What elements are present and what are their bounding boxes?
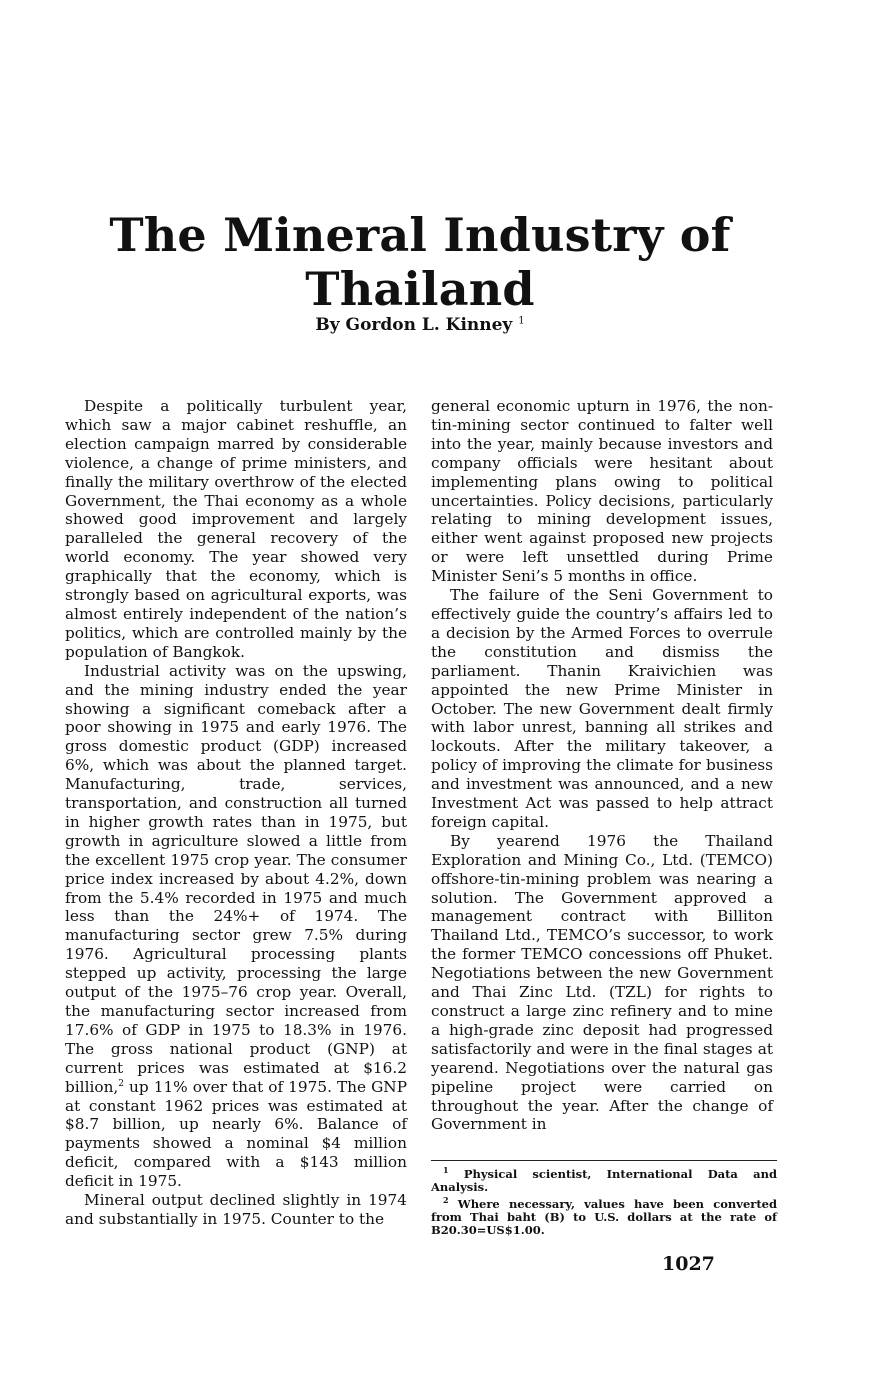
footnotes: [431, 1160, 777, 1237]
paragraph: Despite a politically turbulent year, which saw a major cabinet reshuffle, an election campaign marred by considerable violence, a change of prime ministers, and finally the military overthrow of the elected Government, the Thai economy as a whole showed good improvement and largely paralleled the general recovery of the world economy. The year showed very graphically that the economy, which is strongly based on agricultural exports, was almost entirely independent of the nation’s politics, which are controlled mainly by the population of Bangkok.: [65, 397, 407, 661]
left-column: [65, 397, 407, 1229]
footnote: [431, 1194, 777, 1237]
paragraph: Mineral output declined slightly in 1974 and substantially in 1975. Counter to the: [65, 1191, 407, 1228]
byline: [0, 315, 840, 335]
right-column: [431, 397, 773, 1134]
page-number: 1027: [662, 1253, 715, 1275]
footnote-mark: 2: [118, 1078, 125, 1089]
paragraph-text-continued: up 11% over that of 1975. The GNP at constant 1962 prices was estimated at $8.7 billion, up nearly 6%. Balance of payments showed a nominal $4 million deficit, compared with a $143 million deficit in 1975.: [65, 1077, 407, 1191]
paragraph: [65, 662, 407, 1191]
paragraph: The failure of the Seni Government to effectively guide the country’s affairs led to a decision by the Armed Forces to overrule the constitution and dismiss the parliament. Thanin Kraivichien was appointed the new Prime Minister in October. The new Government dealt firmly with labor unrest, banning all strikes and lockouts. After the military takeover, a policy of improving the climate for business and investment was announced, and a new Investment Act was passed to help attract foreign capital.: [431, 586, 773, 831]
paragraph-text: Industrial activity was on the upswing, and the mining industry ended the year showing a significant comeback after a poor showing in 1975 and early 1976. The gross domestic product (GDP) increased 6%, which was about the planned target. Manufacturing, trade, services, transportation, and construction all turned in higher growth rates than in 1975, but growth in agriculture slowed a little from the excellent 1975 crop year. The consumer price index increased by about 4.2%, down from the 5.4% recorded in 1975 and much less than the 24%+ of 1974. The manufacturing sector grew 7.5% during 1976. Agricultural processing plants stepped up activity, processing the large output of the 1975–76 crop year. Overall, the manufacturing sector increased from 17.6% of GDP in 1975 to 18.3% in 1976. The gross national product (GNP) at current prices was estimated at $16.2 billion,: [65, 661, 407, 1096]
author-footnote-mark: 1: [518, 315, 525, 327]
footnote-text: Where necessary, values have been converted from Thai baht (B) to U.S. dollars at the rate of B20.30=US$1.00.: [431, 1196, 777, 1237]
footnote: [431, 1164, 777, 1194]
footnote-number: 1: [443, 1165, 449, 1175]
footnote-text: Physical scientist, International Data and Analysis.: [431, 1166, 777, 1194]
footnote-number: 2: [443, 1194, 449, 1205]
paragraph: By yearend 1976 the Thailand Exploration and Mining Co., Ltd. (TEMCO) offshore-tin-mining problem was nearing a solution. The Government approved a management contract with Billiton Thailand Ltd., TEMCO’s successor, to work the former TEMCO concessions off Phuket. Negotiations between the new Government and Thai Zinc Ltd. (TZL) for rights to construct a large zinc refinery and to mine a high-grade zinc deposit had progressed satisfactorily and were in the final stages at yearend. Negotiations over the natural gas pipeline project were carried on throughout the year. After the change of Government in: [431, 831, 773, 1134]
paragraph: general economic upturn in 1976, the non-tin-mining sector continued to falter well into the year, mainly because investors and company officials were hesitant about implementing plans owing to political uncertainties. Policy decisions, particularly relating to mining development issues, either went against proposed new projects or were left unsettled during Prime Minister Seni’s 5 months in office.: [431, 397, 773, 586]
author-name: By Gordon L. Kinney: [315, 315, 513, 335]
article-title: The Mineral Industry of Thailand: [109, 208, 731, 316]
